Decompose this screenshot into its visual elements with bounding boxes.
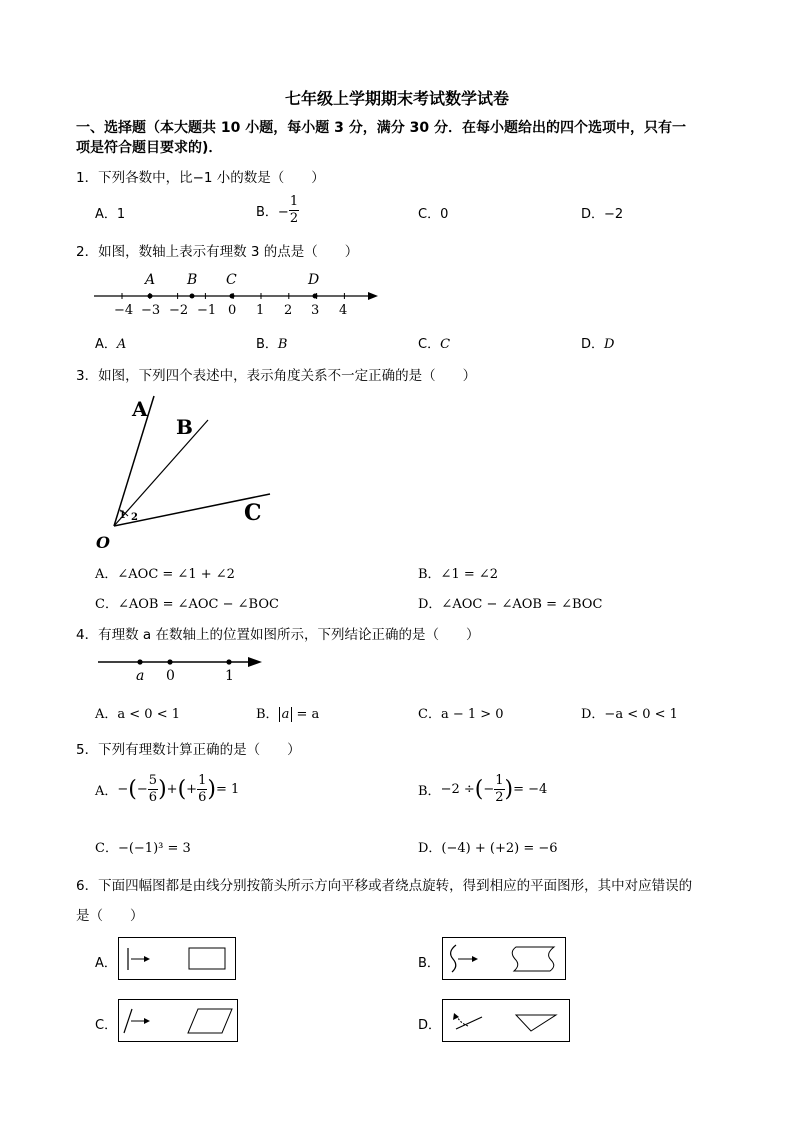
q3-option-c: C．∠AOB = ∠AOC − ∠BOC xyxy=(95,597,279,612)
fraction-denominator: 6 xyxy=(198,790,207,805)
q6-stem-line1: 6．下面四幅图都是由线分别按箭头所示方向平移或者绕点旋转，得到相应的平面图形，其中对应错误的 xyxy=(76,878,693,894)
fraction xyxy=(494,773,504,806)
q6-option-a-figure xyxy=(118,937,238,981)
fraction-denominator: 2 xyxy=(289,211,299,226)
one-label: 1 xyxy=(225,668,234,684)
q1-option-b-fraction xyxy=(289,194,299,227)
q2-option-c xyxy=(418,333,450,352)
option-value: C xyxy=(440,337,451,352)
q2-number-line-figure xyxy=(90,266,390,322)
tick-label: −2 xyxy=(169,303,189,318)
section-header-line2: 项是符合题目要求的)． xyxy=(76,140,223,156)
q3-option-b: B．∠1 = ∠2 xyxy=(418,567,499,582)
angle-1-label: 1 xyxy=(119,510,126,521)
tick-label: −4 xyxy=(114,303,134,318)
q5-stem: 5．下列有理数计算正确的是（ ） xyxy=(76,742,301,758)
zero-dot xyxy=(167,659,172,664)
ray-a-label: A xyxy=(132,397,148,421)
ray-c-label: C xyxy=(244,500,262,526)
q1-stem: 1．下列各数中，比−1 小的数是（ ） xyxy=(76,170,325,186)
q6-option-b-figure xyxy=(442,937,568,981)
point-a-dot xyxy=(137,659,142,664)
point-b-label: B xyxy=(187,272,198,288)
point-c-dot xyxy=(230,294,235,299)
ray-b-label: B xyxy=(176,415,193,439)
q3-stem: 3．如图，下列四个表述中，表示角度关系不一定正确的是（ ） xyxy=(76,368,477,384)
q4-option-c: C．a − 1 > 0 xyxy=(418,707,504,722)
tick-label: 3 xyxy=(311,303,320,318)
q4-option-a: A．a < 0 < 1 xyxy=(95,707,180,722)
tick-label: 0 xyxy=(228,303,237,318)
q2-option-b xyxy=(256,333,287,352)
point-b-dot xyxy=(190,294,195,299)
option-label: A． xyxy=(95,337,117,352)
q6-option-d-label: D． xyxy=(418,1018,442,1033)
vertex-o-label: O xyxy=(96,533,110,552)
q6-option-c-label: C． xyxy=(95,1018,118,1033)
option-value: D xyxy=(604,337,615,352)
q5-option-a: A．−(− $\frac{5}{6}$ )+(+ $\frac{1}{6}$ )= 1 xyxy=(95,773,240,805)
fraction-denominator: 2 xyxy=(495,790,504,805)
option-prefix: −2 ÷ xyxy=(440,782,475,797)
fraction xyxy=(148,773,158,806)
q6-option-a-label: A． xyxy=(95,956,117,971)
q2-stem: 2．如图，数轴上表示有理数 3 的点是（ ） xyxy=(76,244,359,260)
option-label: B． xyxy=(256,337,278,352)
q6-option-d-figure xyxy=(442,999,572,1043)
fraction-numerator: 5 xyxy=(148,773,158,788)
point-d-dot xyxy=(313,294,318,299)
q6-option-b-label: B． xyxy=(418,956,440,971)
one-dot xyxy=(226,659,231,664)
q4-stem: 4．有理数 a 在数轴上的位置如图所示，下列结论正确的是（ ） xyxy=(76,627,480,643)
q6-stem-line2: 是（ ） xyxy=(76,908,144,924)
option-rhs: = 1 xyxy=(215,782,240,797)
q4-option-d: D．−a < 0 < 1 xyxy=(581,707,678,722)
tick-label: 4 xyxy=(339,303,348,318)
page-title: 七年级上学期期末考试数学试卷 xyxy=(284,89,509,108)
q1-option-d: D．−2 xyxy=(581,207,624,222)
q1-option-b-prefix: B．− xyxy=(256,205,289,220)
q4-number-line-figure xyxy=(96,650,268,684)
option-label: D． xyxy=(581,337,605,352)
option-label: B． xyxy=(256,707,279,722)
q1-option-a: A．1 xyxy=(95,207,126,222)
tick-label: −1 xyxy=(197,303,217,318)
q3-option-d: D．∠AOC − ∠AOB = ∠BOC xyxy=(418,597,603,612)
fraction-denominator: 6 xyxy=(148,790,158,805)
point-a-label: A xyxy=(145,272,156,288)
point-a-dot xyxy=(148,294,153,299)
fraction xyxy=(197,773,207,806)
q6-option-c-figure xyxy=(118,999,240,1043)
q3-option-a: A．∠AOC = ∠1 + ∠2 xyxy=(95,567,235,582)
q1-option-b xyxy=(256,194,299,227)
tick-label: −3 xyxy=(141,303,161,318)
q1-option-c: C．0 xyxy=(418,207,449,222)
point-c-label: C xyxy=(226,272,237,288)
absolute-value: a xyxy=(279,707,293,722)
option-value: B xyxy=(277,337,288,352)
section-header-line1: 一、选择题（本大题共 10 小题，每小题 3 分，满分 30 分．在每小题给出的四个选项中，只有一 xyxy=(76,120,686,136)
fraction-numerator: 1 xyxy=(289,194,299,209)
point-d-label: D xyxy=(308,272,320,288)
q2-option-d xyxy=(581,333,614,352)
zero-label: 0 xyxy=(166,668,175,684)
option-value: A xyxy=(116,337,127,352)
tick-label: 2 xyxy=(284,303,293,318)
option-rhs: = a xyxy=(296,707,320,722)
q2-option-a xyxy=(95,333,126,352)
fraction-numerator: 1 xyxy=(495,773,504,788)
q3-angle-figure xyxy=(88,392,288,554)
fraction-numerator: 1 xyxy=(198,773,207,788)
q5-option-d: D．(−4) + (+2) = −6 xyxy=(418,841,558,856)
tick-label: 1 xyxy=(256,303,265,318)
angle-2-label: 2 xyxy=(131,512,138,523)
option-label: B． xyxy=(418,784,441,799)
option-label: A． xyxy=(95,784,118,799)
point-a-label: a xyxy=(136,668,145,684)
option-rhs: = −4 xyxy=(513,782,548,797)
q4-option-b xyxy=(256,703,319,722)
option-label: C． xyxy=(418,337,441,352)
q5-option-b: B．−2 ÷(− $\frac{1}{2}$ )= −4 xyxy=(418,773,548,805)
q5-option-c: C．−(−1)³ = 3 xyxy=(95,841,191,856)
